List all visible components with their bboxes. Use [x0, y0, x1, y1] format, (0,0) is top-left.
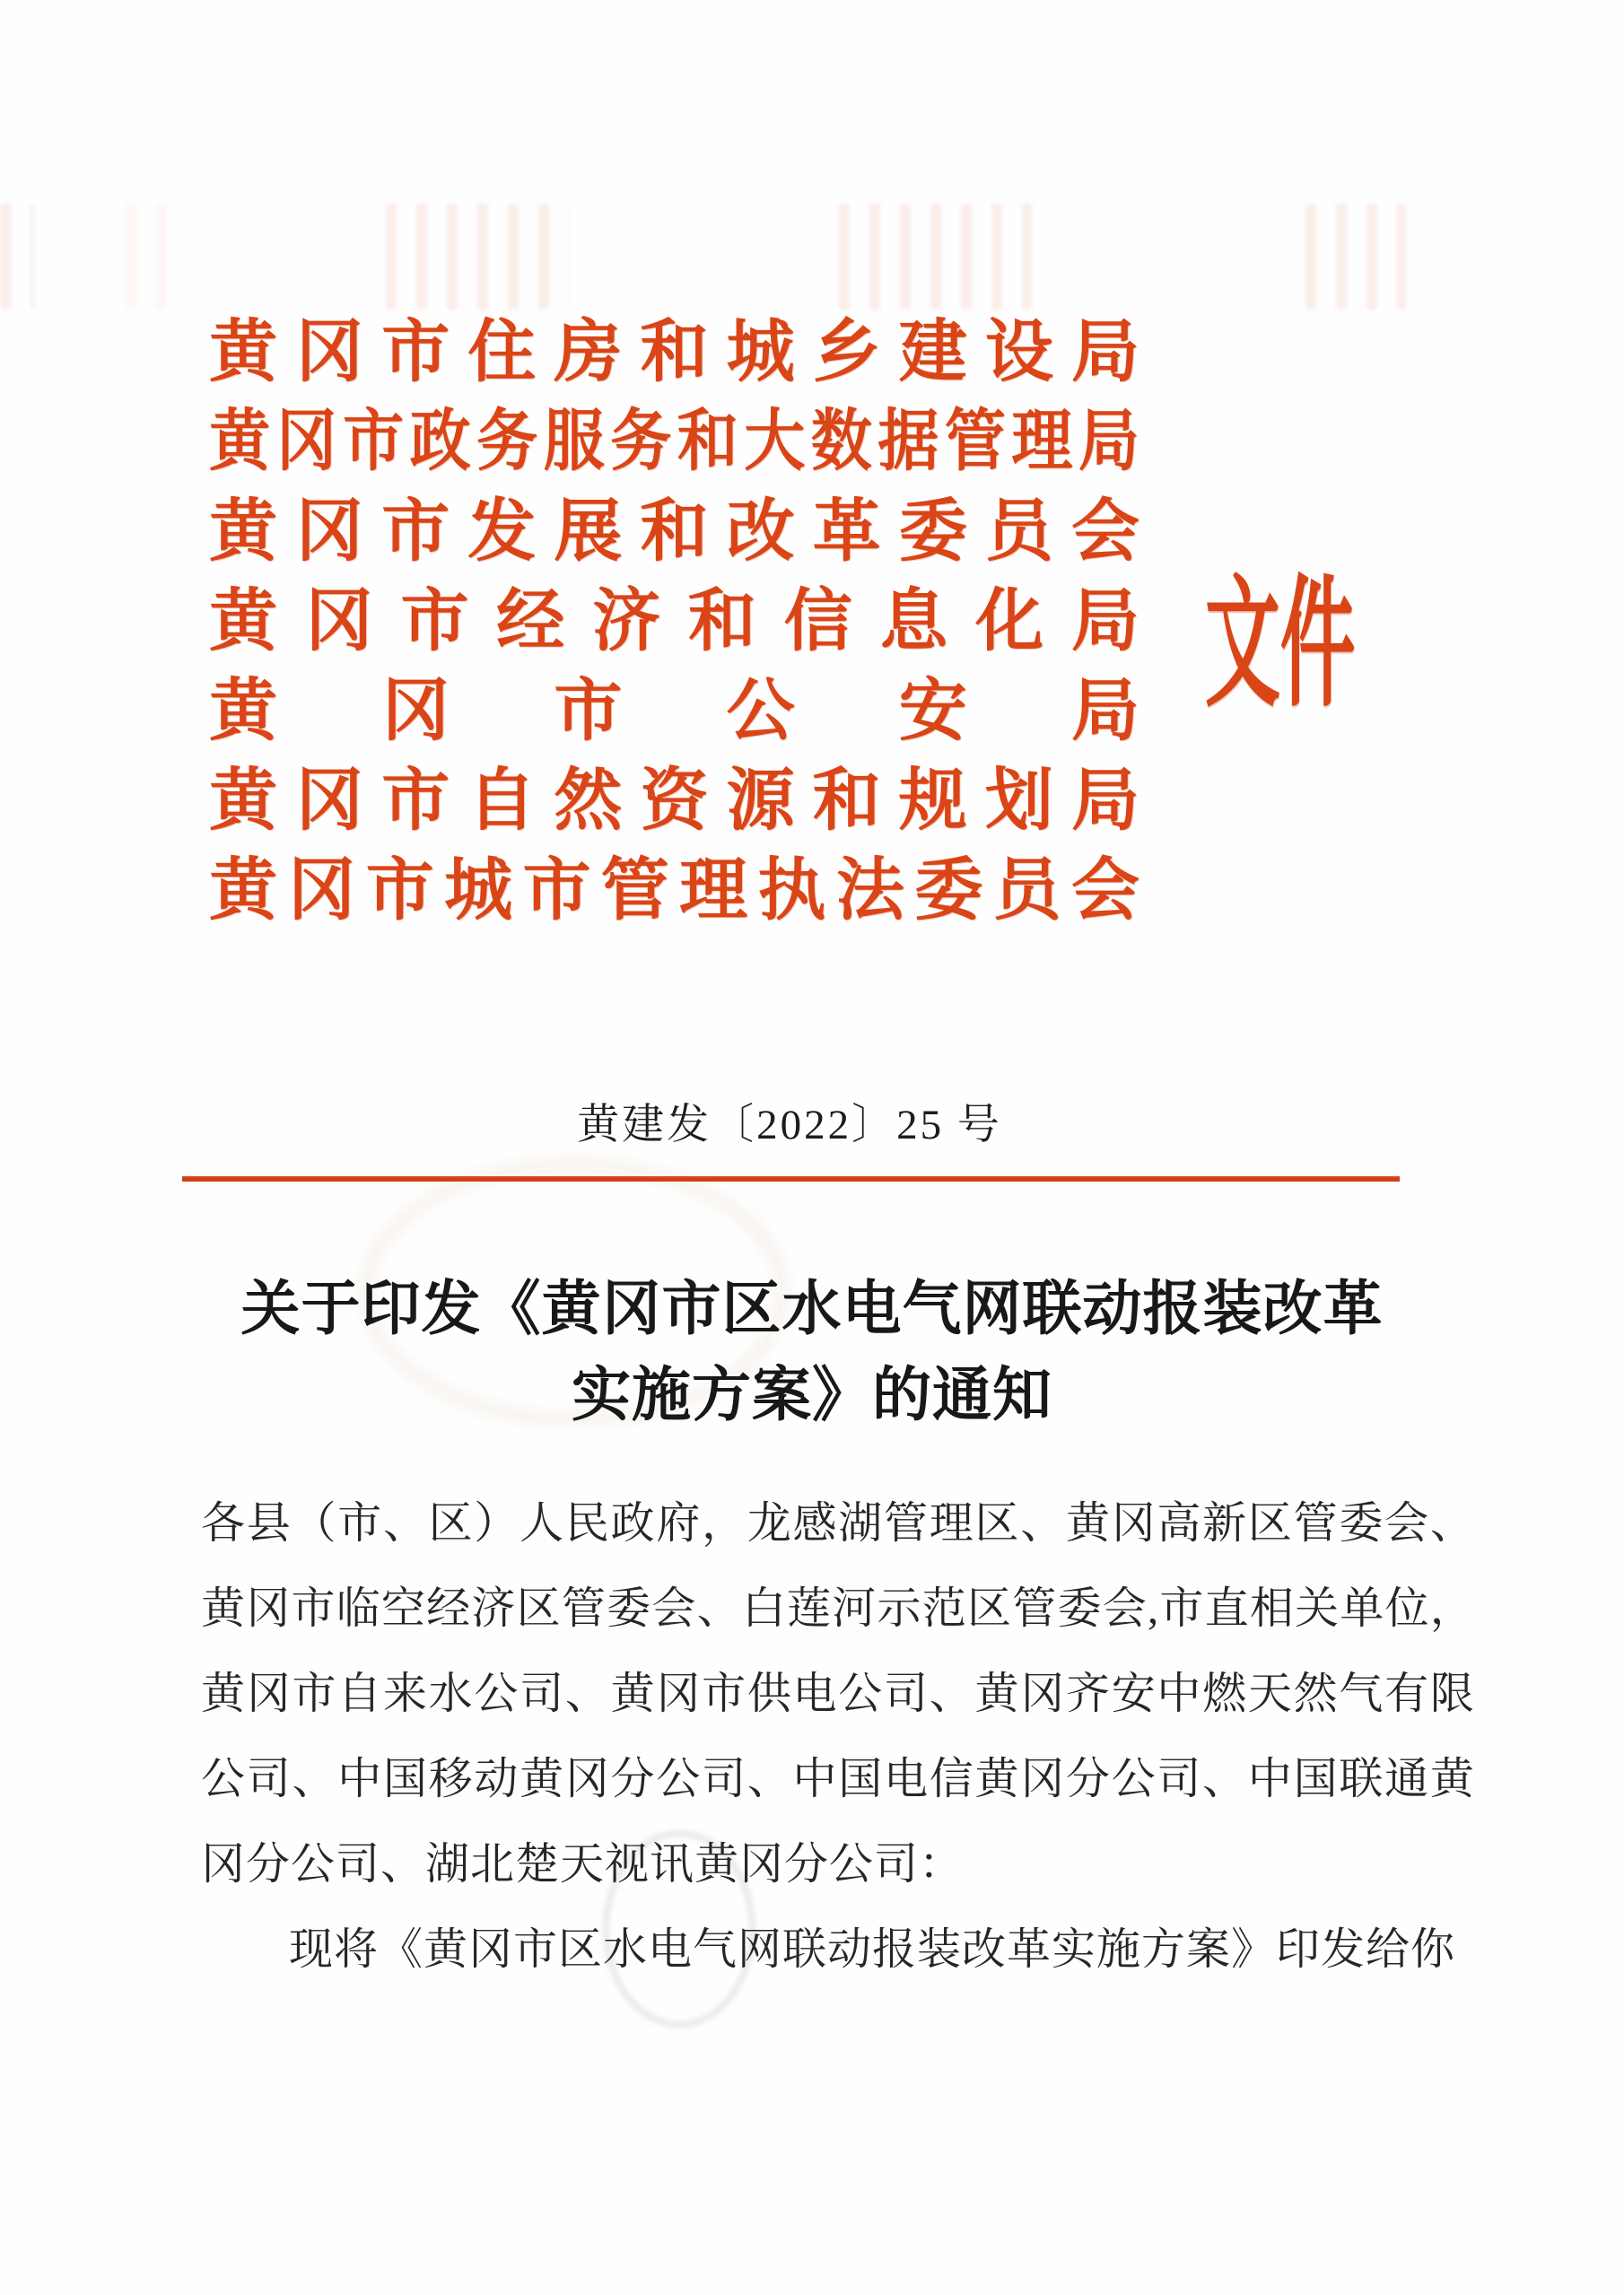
bleed-through-artifact — [839, 204, 1032, 310]
bleed-through-artifact — [1305, 204, 1406, 310]
document-word-label: 文件 — [1205, 567, 1356, 724]
body-line: 各 县 （ 市 、 区 ） 人 民 政 府 ， 龙 感 湖 管 理 区 、 黄 冈 高 新 区 管 委 会 、 — [201, 1498, 1474, 1548]
agency-line: 黄 冈 市 自 然 资 源 和 规 划 局 — [209, 763, 1139, 839]
bleed-through-artifact — [0, 204, 34, 310]
agency-line: 黄 冈 市 城 市 管 理 执 法 委 员 会 — [209, 852, 1139, 929]
document-number: 黄建发〔2022〕25 号 — [577, 1102, 1002, 1148]
body-line: 黄 冈 市 临 空 经 济 区 管 委 会 、 白 莲 河 示 范 区 管 委 会 , 市 直 相 关 单 位 ， — [201, 1584, 1474, 1633]
document-title-line2: 实施方案》的通知 — [572, 1363, 1052, 1428]
red-divider-line — [182, 1176, 1400, 1182]
bleed-through-artifact — [386, 204, 570, 310]
document-title — [0, 1267, 1624, 1439]
letterhead-agency-list — [209, 301, 1139, 929]
body-line: 公 司 、 中 国 移 动 黄 冈 分 公 司 、 中 国 电 信 黄 冈 分 公 司 、 中 国 联 通 黄 — [201, 1754, 1474, 1803]
agency-line: 黄 冈 市 政 务 服 务 和 大 数 据 管 理 局 — [209, 403, 1139, 478]
body-line: 现将《黄冈市区水电气网联动报装改革实施方案》印发给你 — [289, 1924, 1456, 1974]
bleed-through-artifact — [126, 204, 188, 310]
document-title-line1: 关于印发《黄冈市区水电气网联动报装改革 — [240, 1277, 1384, 1342]
agency-line: 黄 冈 市 经 济 和 信 息 化 局 — [209, 583, 1139, 659]
body-line: 黄 冈 市 自 来 水 公 司 、 黄 冈 市 供 电 公 司 、 黄 冈 齐 安 中 燃 天 然 气 有 限 — [201, 1669, 1474, 1718]
agency-line: 黄 冈 市 发 展 和 改 革 委 员 会 — [209, 493, 1139, 570]
agency-line: 黄 冈 市 公 安 局 — [209, 673, 1139, 749]
agency-line: 黄 冈 市 住 房 和 城 乡 建 设 局 — [209, 314, 1139, 390]
document-body — [201, 1480, 1474, 1992]
body-line: 冈分公司、湖北楚天视讯黄冈分公司： — [201, 1839, 965, 1889]
